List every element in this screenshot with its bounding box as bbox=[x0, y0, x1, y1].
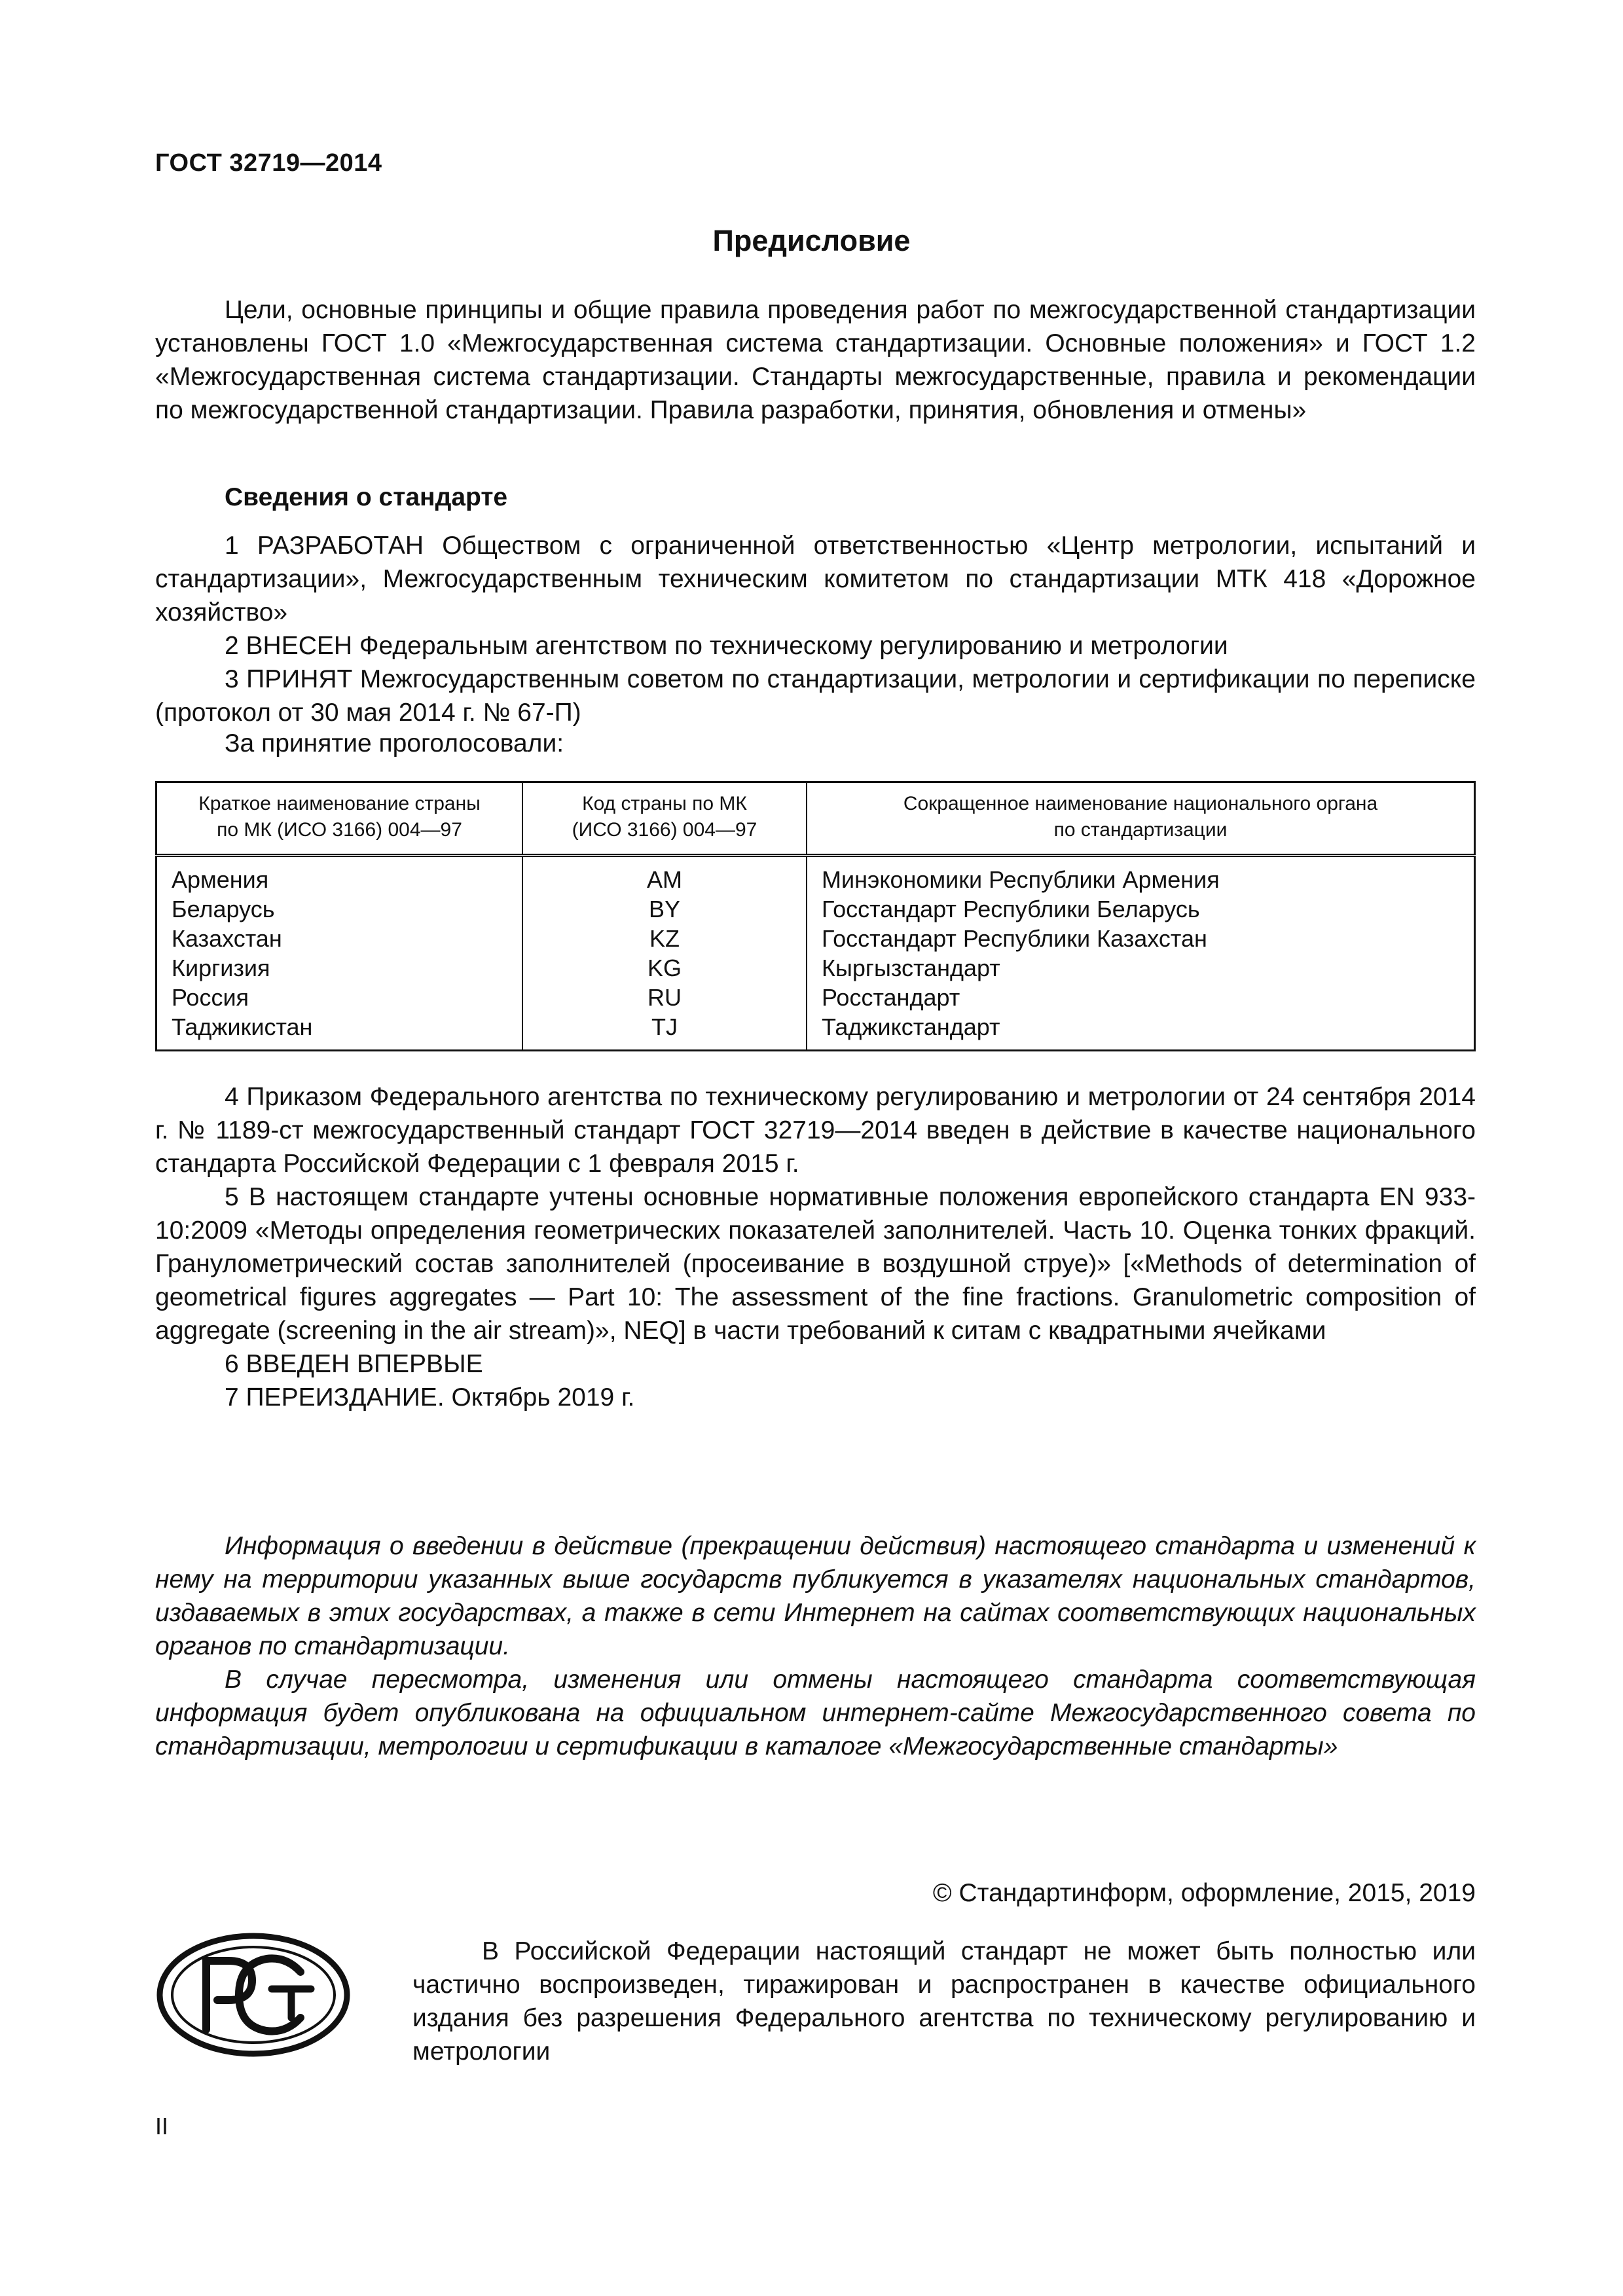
cell-code: AM bbox=[522, 856, 807, 895]
cell-code: KZ bbox=[522, 924, 807, 953]
cell-body: Минэкономики Республики Армения bbox=[807, 856, 1475, 895]
voting-table bbox=[155, 781, 1476, 1051]
header-line: (ИСО 3166) 004—97 bbox=[572, 819, 757, 841]
cell-code: TJ bbox=[522, 1012, 807, 1051]
info-item-4: 4 Приказом Федерального агентства по техническому регулированию и метрологии от 24 сентября 2014 г. № 1189-ст межгосударственный стандарт ГОСТ 32719—2014 введен в действие в качестве национального стандарта Российской Федерации с 1 февраля 2015 г. bbox=[155, 1083, 1476, 1178]
cell-country: Россия bbox=[156, 983, 523, 1012]
info-item-1: 1 РАЗРАБОТАН Обществом с ограниченной ответственностью «Центр метрологии, испытаний и стандартизации», Межгосударственным техническим комитетом по стандартизации МТК 418 «Дорожное хозяйство» bbox=[155, 532, 1476, 627]
cell-country: Киргизия bbox=[156, 953, 523, 983]
header-line: Код страны по МК bbox=[582, 793, 747, 814]
column-header-body bbox=[807, 782, 1475, 856]
column-header-country bbox=[156, 782, 523, 856]
cell-country: Казахстан bbox=[156, 924, 523, 953]
table-row bbox=[156, 1012, 1475, 1051]
section-heading: Сведения о стандарте bbox=[225, 483, 508, 511]
cell-body: Госстандарт Республики Беларусь bbox=[807, 894, 1475, 924]
table-header-row bbox=[156, 782, 1475, 856]
cell-body: Росстандарт bbox=[807, 983, 1475, 1012]
cell-country: Беларусь bbox=[156, 894, 523, 924]
table-row bbox=[156, 983, 1475, 1012]
table-row bbox=[156, 894, 1475, 924]
table-row bbox=[156, 924, 1475, 953]
info-item-3: 3 ПРИНЯТ Межгосударственным советом по стандартизации, метрологии и сертификации по переписке (протокол от 30 мая 2014 г. № 67-П) bbox=[155, 665, 1476, 727]
page-number: II bbox=[155, 2113, 169, 2140]
table-row bbox=[156, 953, 1475, 983]
info-item-6: 6 ВВЕДЕН ВПЕРВЫЕ bbox=[225, 1350, 483, 1378]
cell-code: BY bbox=[522, 894, 807, 924]
standard-info-list-continued bbox=[155, 1080, 1476, 1414]
info-item-2: 2 ВНЕСЕН Федеральным агентством по техническому регулированию и метрологии bbox=[225, 632, 1228, 660]
publication-notice bbox=[155, 1529, 1476, 1763]
rst-logo-icon bbox=[155, 1931, 352, 2059]
intro-paragraph: Цели, основные принципы и общие правила проведения работ по межгосударственной стандартизации установлены ГОСТ 1.0 «Межгосударственная система стандартизации. Основные положения» и ГОСТ 1.2 «Межгосударственная система стандартизации. Стандарты межгосударственные, правила и рекомендации по межгосударственной стандартизации. Правила разработки, принятия, обновления и отмены» bbox=[155, 296, 1476, 424]
cell-body: Кыргызстандарт bbox=[807, 953, 1475, 983]
header-line: Сокращенное наименование национального органа bbox=[903, 793, 1378, 814]
column-header-code bbox=[522, 782, 807, 856]
header-line: по МК (ИСО 3166) 004—97 bbox=[217, 819, 462, 841]
info-item-5: 5 В настоящем стандарте учтены основные нормативные положения европейского стандарта EN 933-10:2009 «Методы определения геометрических показателей заполнителей. Часть 10. Оценка тонких фракций. Гранулометрический состав заполнителей (просеивание в воздушной струе)» [«Methods of determination of geometrical figures aggregates — Part 10: The assessment of the fine fractions. Granulometric composition of aggregate (screening in the air stream)», NEQ] в части требований к ситам с квадратными ячейками bbox=[155, 1183, 1476, 1345]
votes-label: За принятие проголосовали: bbox=[225, 729, 564, 757]
cell-body: Таджикстандарт bbox=[807, 1012, 1475, 1051]
page-title: Предисловие bbox=[712, 224, 911, 257]
header-line: Краткое наименование страны bbox=[198, 793, 481, 814]
reproduction-notice-text: В Российской Федерации настоящий стандарт не может быть полностью или частично воспроизведен, тиражирован и распространен в качестве официального издания без разрешения Федерального агентства по техническому регулированию и метрологии bbox=[412, 1937, 1476, 2066]
info-item-7: 7 ПЕРЕИЗДАНИЕ. Октябрь 2019 г. bbox=[225, 1383, 635, 1412]
notice-paragraph-1: Информация о введении в действие (прекращении действия) настоящего стандарта и изменений к нему на территории указанных выше государств публикуется в указателях национальных стандартов, издаваемых в этих государствах, а также в сети Интернет на сайтах соответствующих национальных органов по стандартизации. bbox=[155, 1532, 1476, 1660]
cell-country: Армения bbox=[156, 856, 523, 895]
intro-section bbox=[155, 293, 1476, 427]
table-row bbox=[156, 856, 1475, 895]
cell-code: RU bbox=[522, 983, 807, 1012]
notice-paragraph-2: В случае пересмотра, изменения или отмены настоящего стандарта соответствующая информация будет опубликована на официальном интернет-сайте Межгосударственного совета по стандартизации, метрологии и сертификации в каталоге «Межгосударственные стандарты» bbox=[155, 1666, 1476, 1760]
reproduction-notice bbox=[412, 1935, 1476, 2068]
header-line: по стандартизации bbox=[1053, 819, 1228, 841]
cell-country: Таджикистан bbox=[156, 1012, 523, 1051]
cell-code: KG bbox=[522, 953, 807, 983]
standard-info-list bbox=[155, 529, 1476, 729]
cell-body: Госстандарт Республики Казахстан bbox=[807, 924, 1475, 953]
document-id: ГОСТ 32719—2014 bbox=[155, 149, 382, 177]
copyright-line: © Стандартинформ, оформление, 2015, 2019 bbox=[932, 1879, 1476, 1907]
